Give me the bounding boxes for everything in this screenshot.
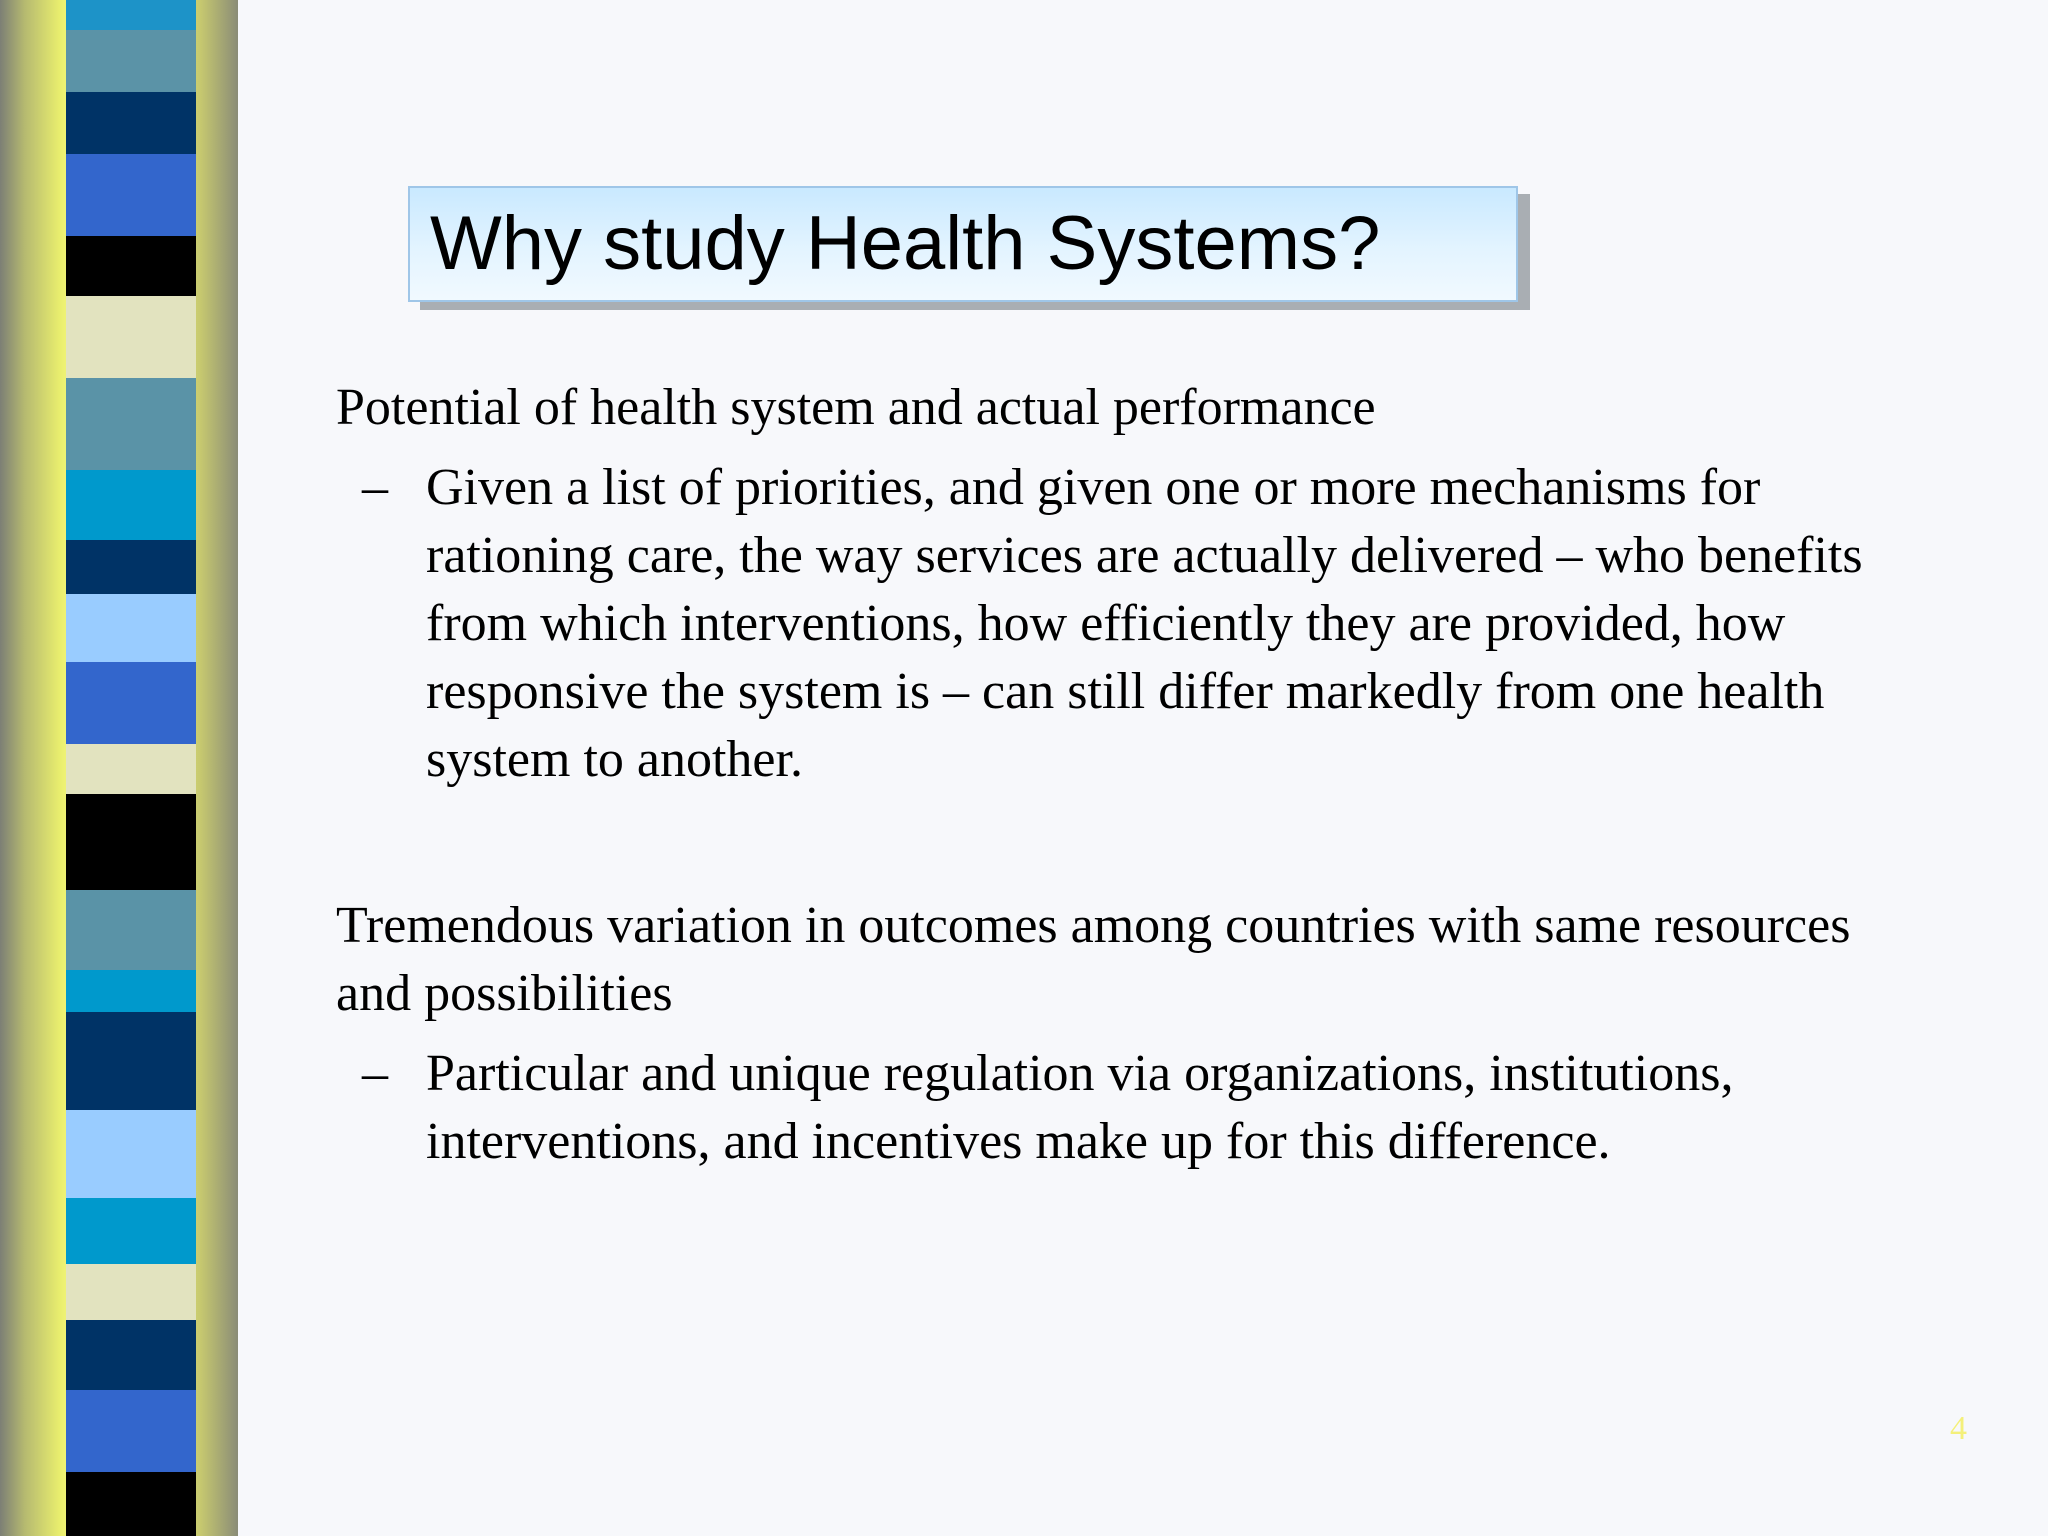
main-point: Tremendous variation in outcomes among countries with same resources and possibilities [336, 897, 1851, 1022]
stripe [66, 794, 196, 890]
stripe [66, 1472, 196, 1536]
stripe-band [66, 0, 196, 1536]
stripe [66, 1264, 196, 1320]
stripe [66, 470, 196, 540]
page-number: 4 [1950, 1410, 1967, 1447]
stripe [66, 970, 196, 1012]
stripe [66, 92, 196, 154]
stripe [66, 30, 196, 92]
main-point: Potential of health system and actual performance [336, 379, 1376, 436]
sub-point [336, 454, 1896, 794]
stripe [66, 0, 196, 30]
dash-bullet-icon: – [362, 459, 388, 516]
stripe [66, 1390, 196, 1472]
stripe [66, 1320, 196, 1390]
slide-title: Why study Health Systems? [430, 201, 1381, 286]
stripe [66, 662, 196, 744]
stripe [66, 378, 196, 470]
stripe [66, 296, 196, 378]
sub-point [336, 1040, 1896, 1176]
stripe [66, 890, 196, 970]
stripe [66, 1198, 196, 1264]
slide-body [336, 374, 1896, 1176]
stripe [66, 540, 196, 594]
sub-point-text: Given a list of priorities, and given one or more mechanisms for rationing care, the way services are actually delivered – who benefits from which interventions, how efficiently they are provided, how responsive the system is – can still differ markedly from one health system to another. [426, 459, 1863, 788]
decorative-sidebar [0, 0, 238, 1536]
stripe [66, 1012, 196, 1110]
stripe [66, 154, 196, 236]
sub-point-text: Particular and unique regulation via organizations, institutions, interventions, and incentives make up for this difference. [426, 1045, 1734, 1170]
stripe [66, 744, 196, 794]
section-spacer [336, 794, 1896, 892]
title-box [408, 186, 1518, 302]
stripe [66, 1110, 196, 1198]
stripe [66, 594, 196, 662]
dash-bullet-icon: – [362, 1045, 388, 1102]
stripe [66, 236, 196, 296]
